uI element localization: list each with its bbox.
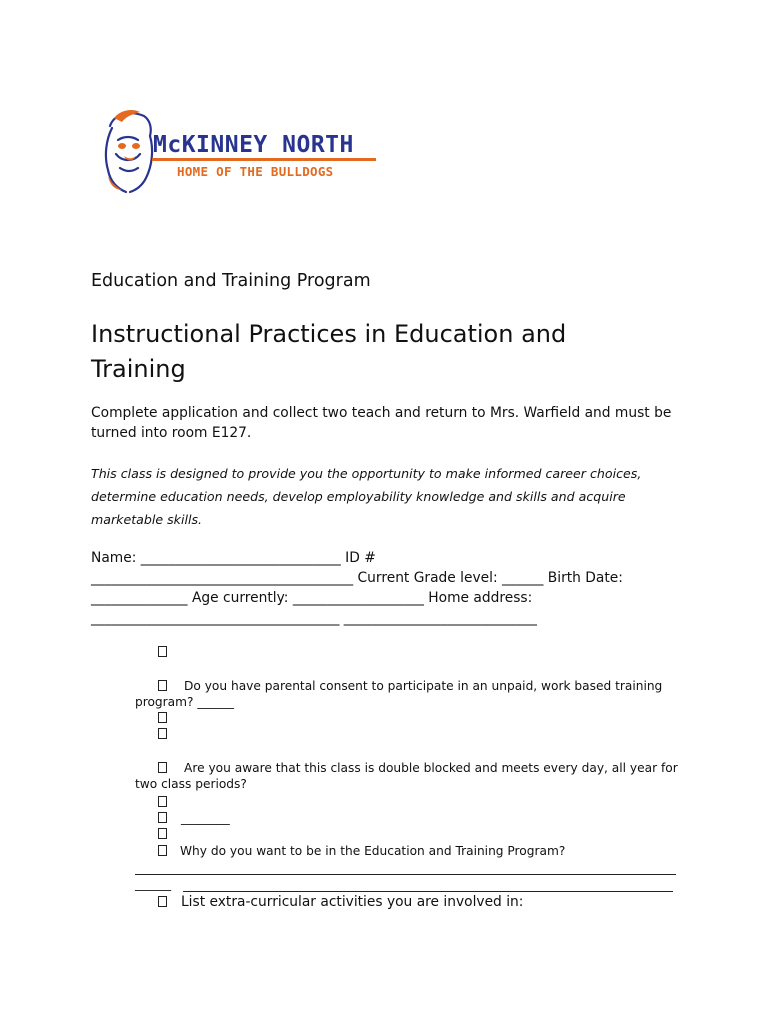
bullet-box-icon [158, 812, 167, 823]
logo-wordmark: McKINNEY NORTH [153, 132, 354, 158]
logo-tagline: HOME OF THE BULLDOGS [177, 164, 334, 179]
answer-line[interactable] [135, 874, 676, 875]
field-line-name-id[interactable]: Name: _____________________________ ID # [91, 550, 376, 566]
bullet-box-icon [158, 728, 167, 739]
course-description: This class is designed to provide you the opportunity to make informed career choices, determine education needs, develop employability knowledge and skills and acquire marketable skills. [91, 466, 642, 527]
bullet-box-icon [158, 828, 167, 839]
applicant-fields [91, 548, 691, 628]
bullet-box-icon [158, 646, 167, 657]
answer-line-tail[interactable]: ______ [135, 877, 171, 891]
program-title: Education and Training Program [91, 271, 371, 291]
question-parental-consent: Do you have parental consent to participate in an unpaid, work based training program? ______ [135, 679, 663, 709]
logo-divider [152, 158, 376, 161]
bullet-box-icon [158, 712, 167, 723]
bullet-box-icon [158, 896, 167, 907]
answer-line[interactable] [183, 891, 673, 892]
bullet-box-icon [158, 796, 167, 807]
field-line-age-address[interactable]: ______________ Age currently: ___________________ Home address: [91, 590, 533, 606]
question-double-blocked: Are you aware that this class is double blocked and meets every day, all year for two class periods? [135, 761, 678, 791]
answer-blank-double-blocked[interactable]: ________ [181, 811, 230, 825]
intro-text: Complete application and collect two teach and return to Mrs. Warfield and must be turned into room E127. [91, 405, 672, 441]
question-extracurricular: List extra-curricular activities you are involved in: [181, 894, 524, 910]
course-title: Instructional Practices in Education and Training [91, 320, 567, 383]
field-line-address-blank[interactable]: ____________________________________ ____________________________ [91, 610, 537, 626]
question-why-program: Why do you want to be in the Education and Training Program? [180, 844, 566, 858]
field-line-grade-birth[interactable]: ______________________________________ Current Grade level: ______ Birth Date: [91, 570, 623, 586]
